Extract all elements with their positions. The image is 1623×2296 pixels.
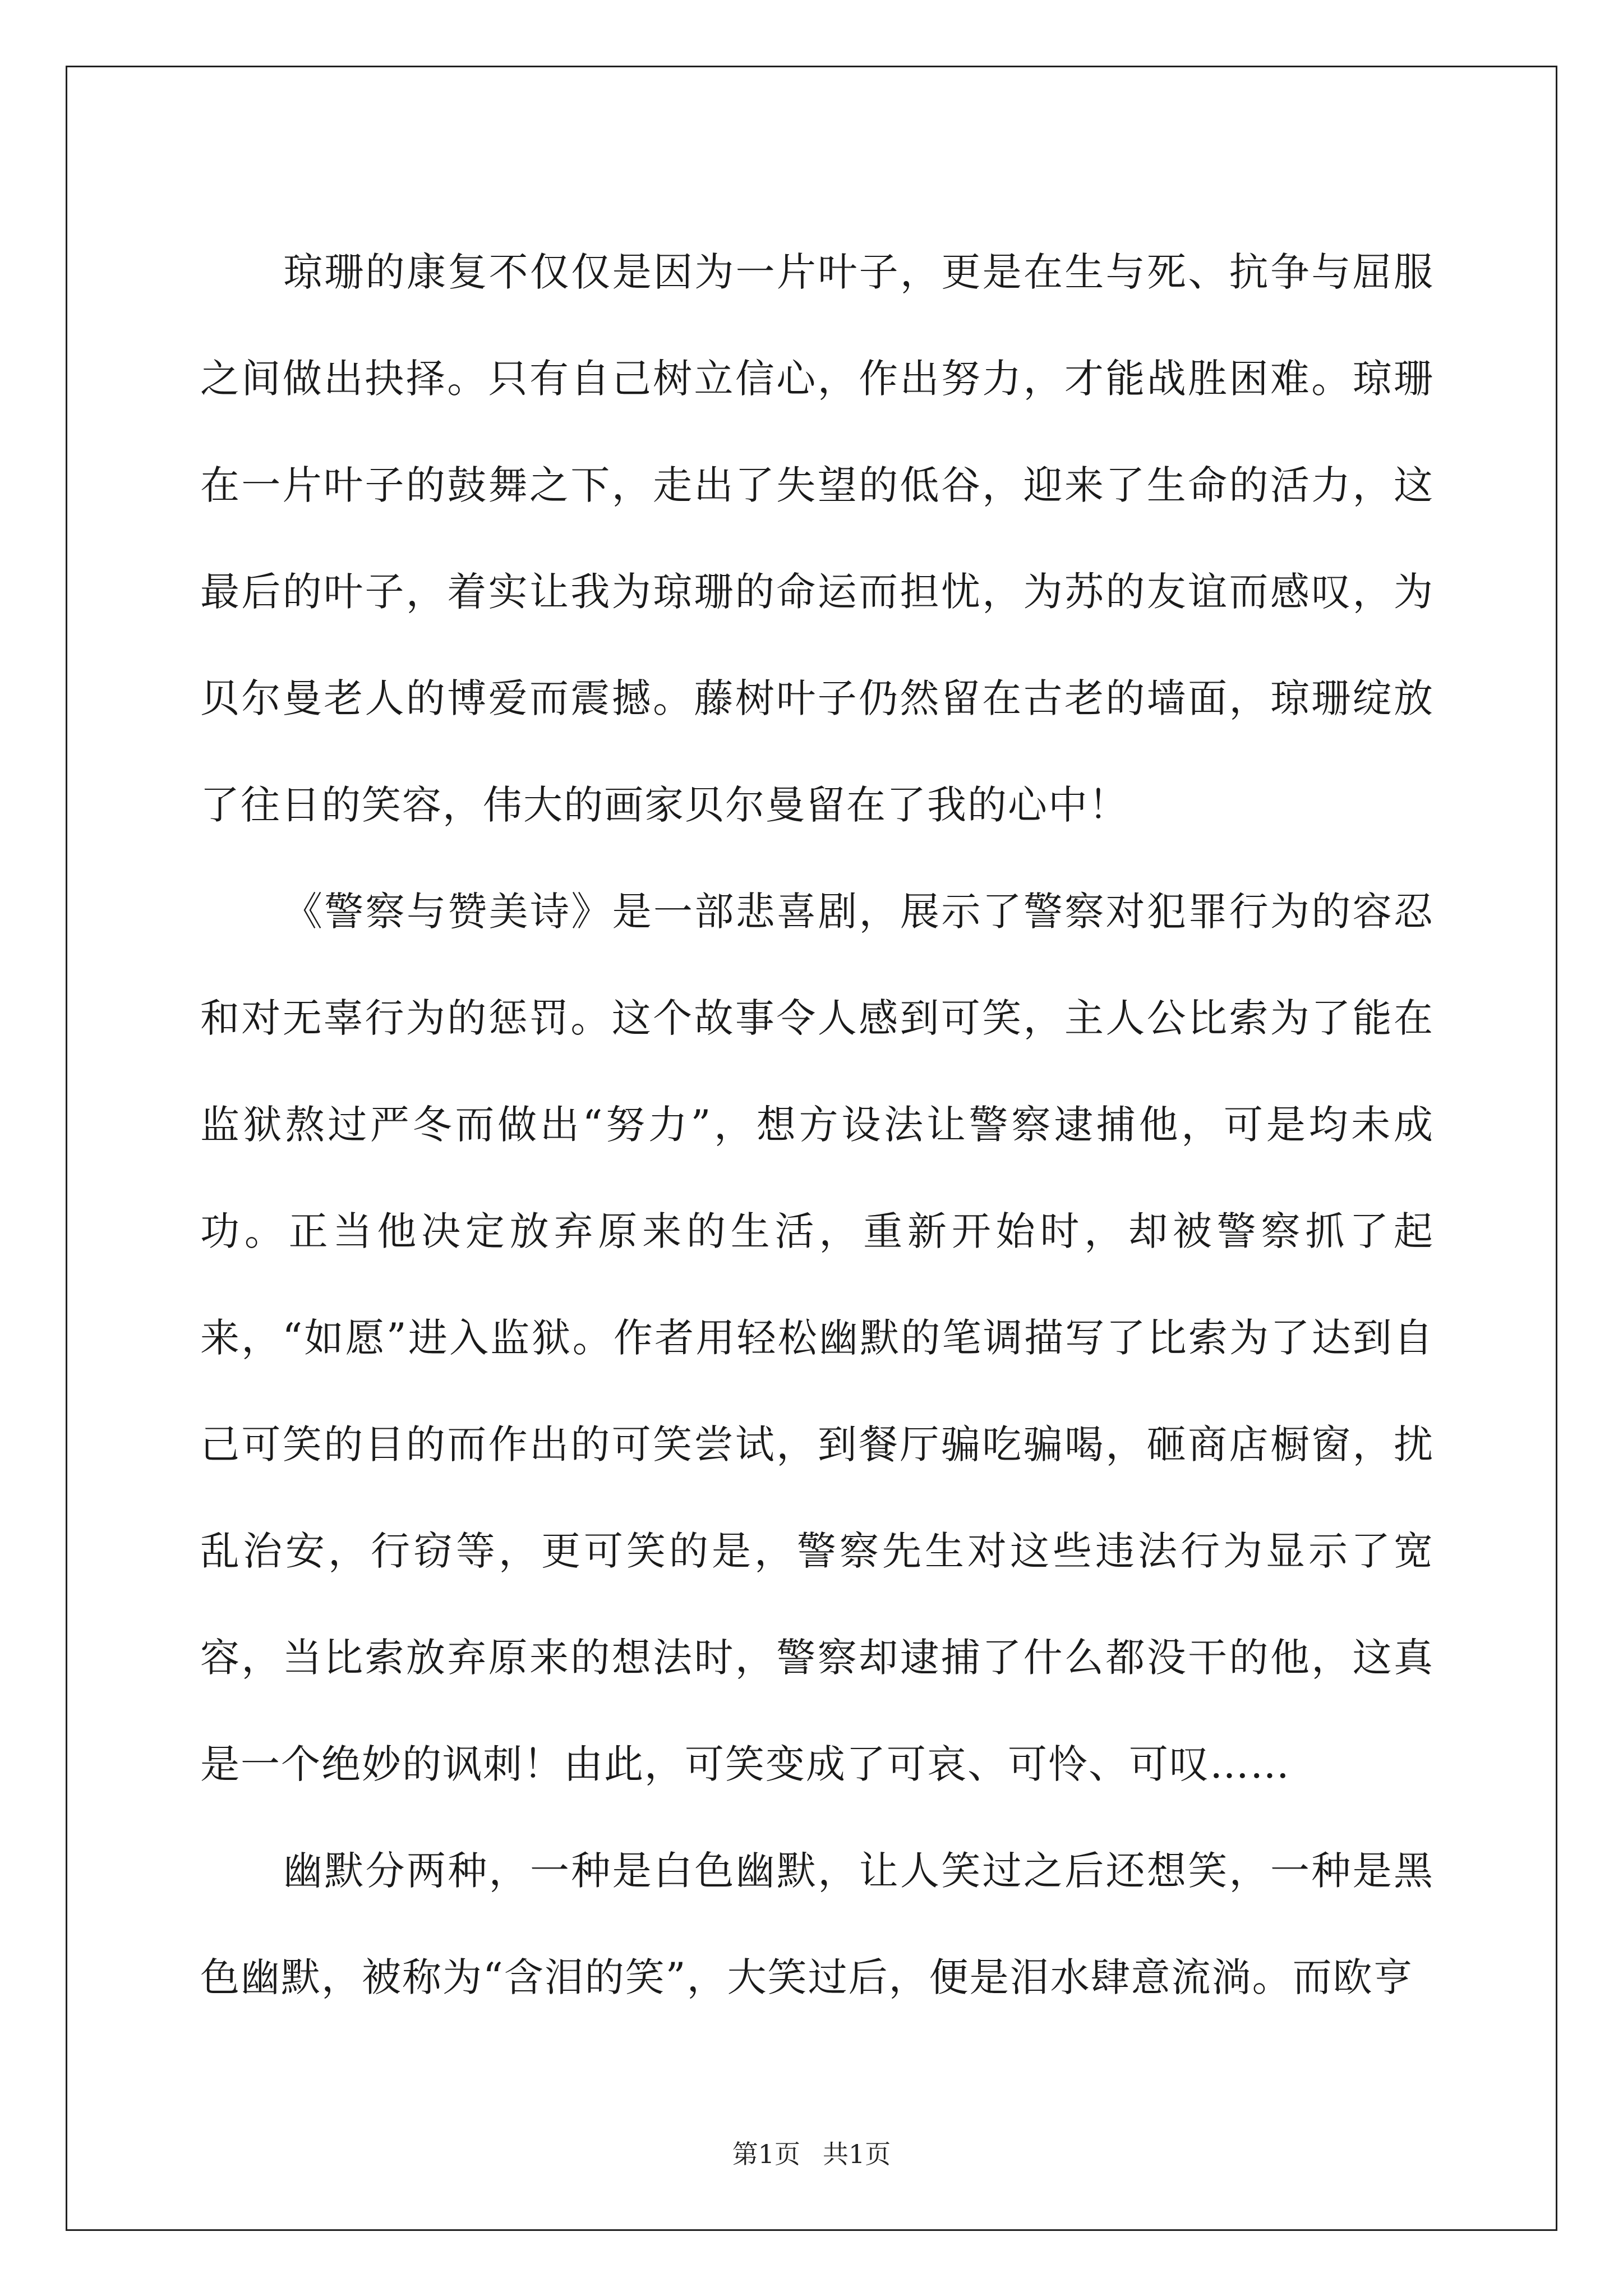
page-number: 第1页 xyxy=(732,2139,800,2169)
page-total: 共1页 xyxy=(823,2139,891,2169)
document-body xyxy=(200,219,1434,2031)
paragraph: 《警察与赞美诗》是一部悲喜剧，展示了警察对犯罪行为的容忍和对无辜行为的惩罚。这个故事令人感到可笑，主人公比索为了能在监狱熬过严冬而做出“努力”，想方设法让警察逮捕他，可是均未成功。正当他决定放弃原来的生活，重新开始时，却被警察抓了起来，“如愿”进入监狱。作者用轻松幽默的笔调描写了比索为了达到自己可笑的目的而作出的可笑尝试，到餐厅骗吃骗喝，砸商店橱窗，扰乱治安，行窃等，更可笑的是，警察先生对这些违法行为显示了宽容，当比索放弃原来的想法时，警察却逮捕了什么都没干的他，这真是一个绝妙的讽刺！由此，可笑变成了可哀、可怜、可叹…… xyxy=(200,889,1434,1787)
paragraph: 幽默分两种，一种是白色幽默，让人笑过之后还想笑，一种是黑色幽默，被称为“含泪的笑”，大笑过后，便是泪水肆意流淌。而欧亨 xyxy=(200,1848,1434,2000)
paragraph: 琼珊的康复不仅仅是因为一片叶子，更是在生与死、抗争与屈服之间做出抉择。只有自己树立信心，作出努力，才能战胜困难。琼珊在一片叶子的鼓舞之下，走出了失望的低谷，迎来了生命的活力，这最后的叶子，着实让我为琼珊的命运而担忧，为苏的友谊而感叹，为贝尔曼老人的博爱而震撼。藤树叶子仍然留在古老的墙面，琼珊绽放了往日的笑容，伟大的画家贝尔曼留在了我的心中！ xyxy=(200,249,1434,828)
page-footer xyxy=(0,2137,1623,2171)
